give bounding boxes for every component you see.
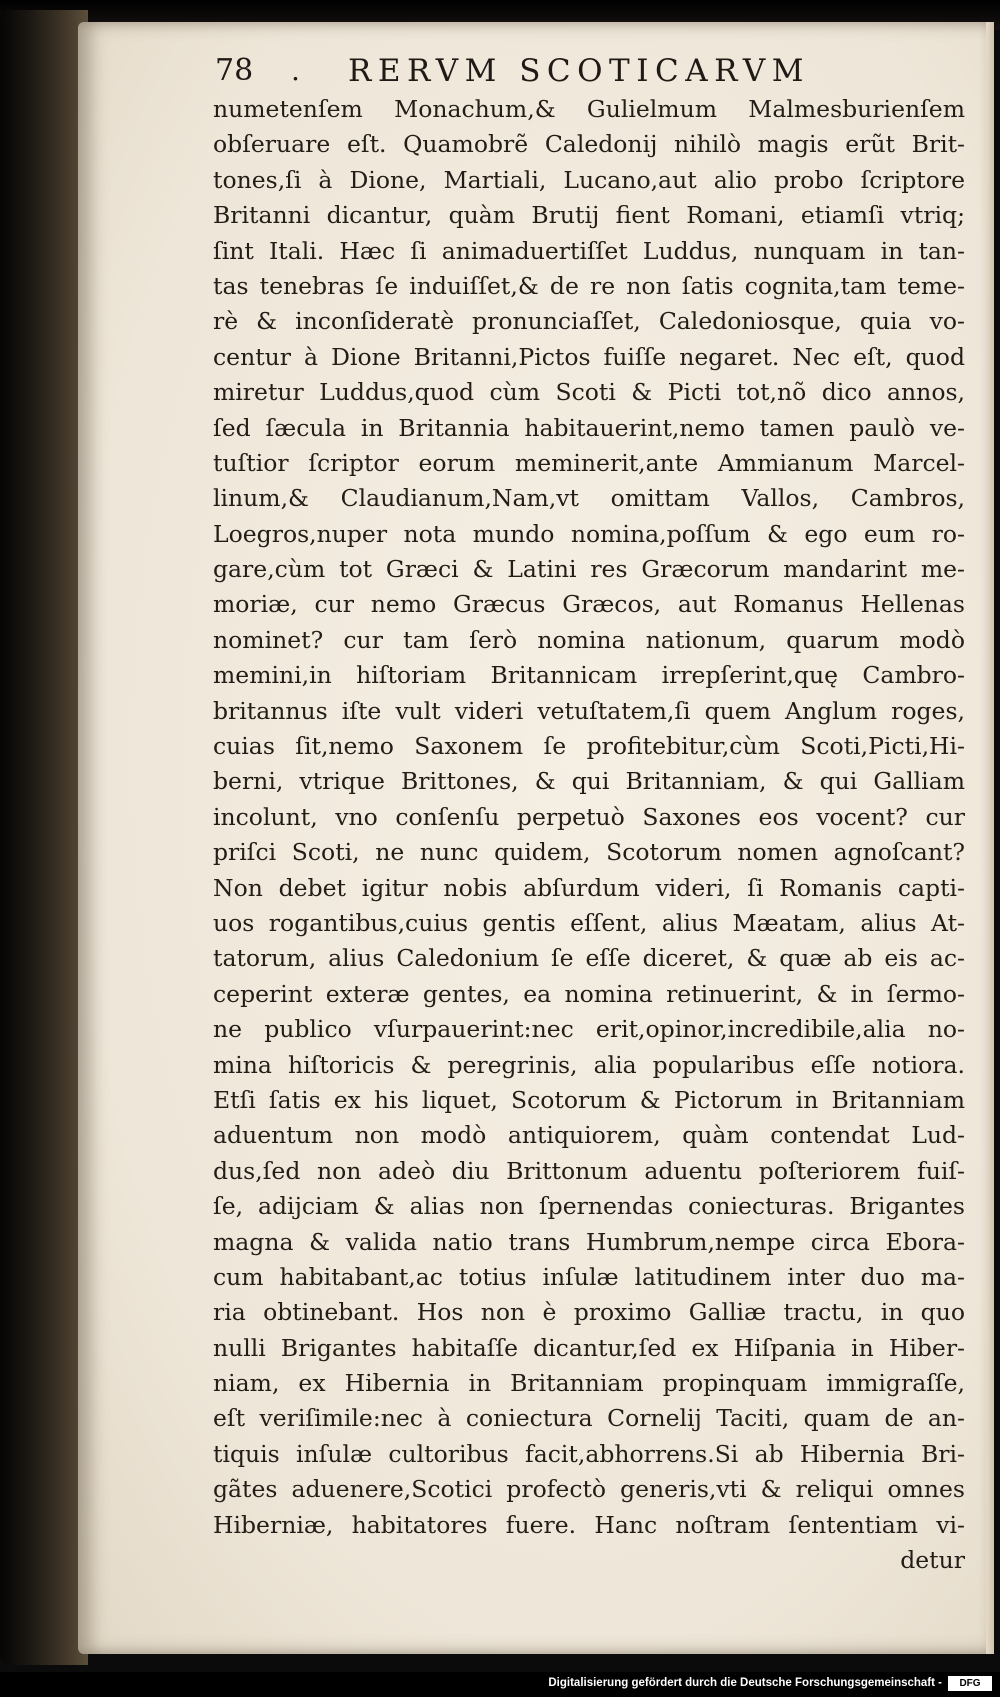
text-line: ſed ſæcula in Britannia habitauerint,nemo tamen paulò ve- [213,413,965,442]
text-line: Hiberniæ, habitatores fuere. Hanc noſtram ſententiam vi- [213,1510,965,1539]
text-line: Britanni dicantur, quàm Brutij fient Romani, etiamſi vtriq; [213,201,965,230]
digitization-footer [0,1672,1000,1697]
text-line: incolunt, vno conſenſu perpetuò Saxones eos vocent? cur [213,802,965,831]
text-line: Etſi ſatis ex his liquet, Scotorum & Pictorum in Britanniam [213,1085,965,1114]
text-line: ria obtinebant. Hos non è proximo Galliæ tractu, in quo [213,1298,965,1327]
text-line: tatorum, alius Caledonium ſe eſſe diceret, & quæ ab eis ac- [213,944,965,973]
page-number: 78 [215,53,254,88]
text-line: aduentum non modò antiquiorem, quàm contendat Lud- [213,1121,965,1150]
running-head [133,50,893,92]
text-line: rè & inconſideratè pronunciaſſet, Caledoniosque, quia vo- [213,307,965,336]
text-line: ceperint exteræ gentes, ea nomina retinuerint, & in ſermo- [213,979,965,1008]
text-line: miretur Luddus,quod cùm Scoti & Picti tot,nõ dico annos, [213,378,965,407]
text-line: linum,& Claudianum,Nam,vt omittam Vallos, Cambros, [213,484,965,513]
text-line: cum habitabant,ac totius inſulæ latitudinem inter duo ma- [213,1262,965,1291]
text-line: moriæ, cur nemo Græcus Græcos, aut Romanus Hellenas [213,590,965,619]
text-line: britannus iſte vult videri vetuſtatem,ſi quem Anglum roges, [213,696,965,725]
body-text [213,92,965,1578]
text-line: magna & valida natio trans Humbrum,nempe circa Ebora- [213,1227,965,1256]
text-line: memini,in hiſtoriam Britannicam irrepſerint,quę Cambro- [213,661,965,690]
text-line: dus,ſed non adeò diu Brittonum aduentu poſteriorem fuiſ- [213,1156,965,1185]
text-line: eſt veriſimile:nec à coniectura Cornelij Taciti, quam de an- [213,1404,965,1433]
text-line: tas tenebras ſe induiſſet,& de re non ſatis cognita,tam teme- [213,271,965,300]
running-head-separator: . [291,54,300,87]
text-line: ſe, adijciam & alias non ſpernendas coniecturas. Brigantes [213,1192,965,1221]
page-edge [986,22,994,1654]
running-title: RERVM SCOTICARVM [348,53,810,89]
text-line: Loegros,nuper nota mundo nomina,poſſum & ego eum ro- [213,519,965,548]
text-line: Non debet igitur nobis abſurdum videri, ſi Romanis capti- [213,873,965,902]
text-line: numetenſem Monachum,& Gulielmum Malmesburienſem [213,95,965,123]
text-line: berni, vtrique Brittones, & qui Britanniam, & qui Galliam [213,767,965,796]
catchword: detur [900,1546,965,1575]
text-line: uos rogantibus,cuius gentis eſſent, alius Mæatam, alius At- [213,908,965,937]
footer-credit: Digitalisierung gefördert durch die Deutsche Forschungsgemeinschaft - [548,1677,942,1689]
text-line: niam, ex Hibernia in Britanniam propinquam immigraſſe, [213,1369,965,1398]
text-line: tiquis inſulæ cultoribus facit,abhorrens.Si ab Hibernia Bri- [213,1439,965,1468]
text-line: centur à Dione Britanni,Pictos fuiſſe negaret. Nec eſt, quod [213,342,965,371]
dfg-logo: DFG [948,1676,992,1691]
text-line: nulli Brigantes habitaſſe dicantur,ſed ex Hiſpania in Hiber- [213,1333,965,1362]
text-line: tones,ſi à Dione, Martiali, Lucano,aut alio probo ſcriptore [213,165,965,194]
text-line: cuias ſit,nemo Saxonem ſe profitebitur,cùm Scoti,Picti,Hi- [213,732,965,761]
text-line: gare,cùm tot Græci & Latini res Græcorum mandarint me- [213,555,965,584]
text-line: tuſtior ſcriptor eorum meminerit,ante Ammianum Marcel- [213,448,965,477]
text-line: obſeruare eſt. Quamobrẽ Caledonij nihilò magis erũt Brit- [213,130,965,159]
text-line: ſint Itali. Hæc ſi animaduertiſſet Luddus, nunquam in tan- [213,236,965,265]
text-line: nominet? cur tam ſerò nomina nationum, quarum modò [213,625,965,654]
book-cover-edge [0,10,88,1665]
text-line: gãtes aduenere,Scotici profectò generis,vti & reliqui omnes [213,1475,965,1504]
text-line: priſci Scoti, ne nunc quidem, Scotorum nomen agnoſcant? [213,838,965,867]
text-line: ne publico vſurpauerint:nec erit,opinor,incredibile,alia no- [213,1015,965,1044]
text-line: mina hiſtoricis & peregrinis, alia popularibus eſſe notiora. [213,1050,965,1079]
